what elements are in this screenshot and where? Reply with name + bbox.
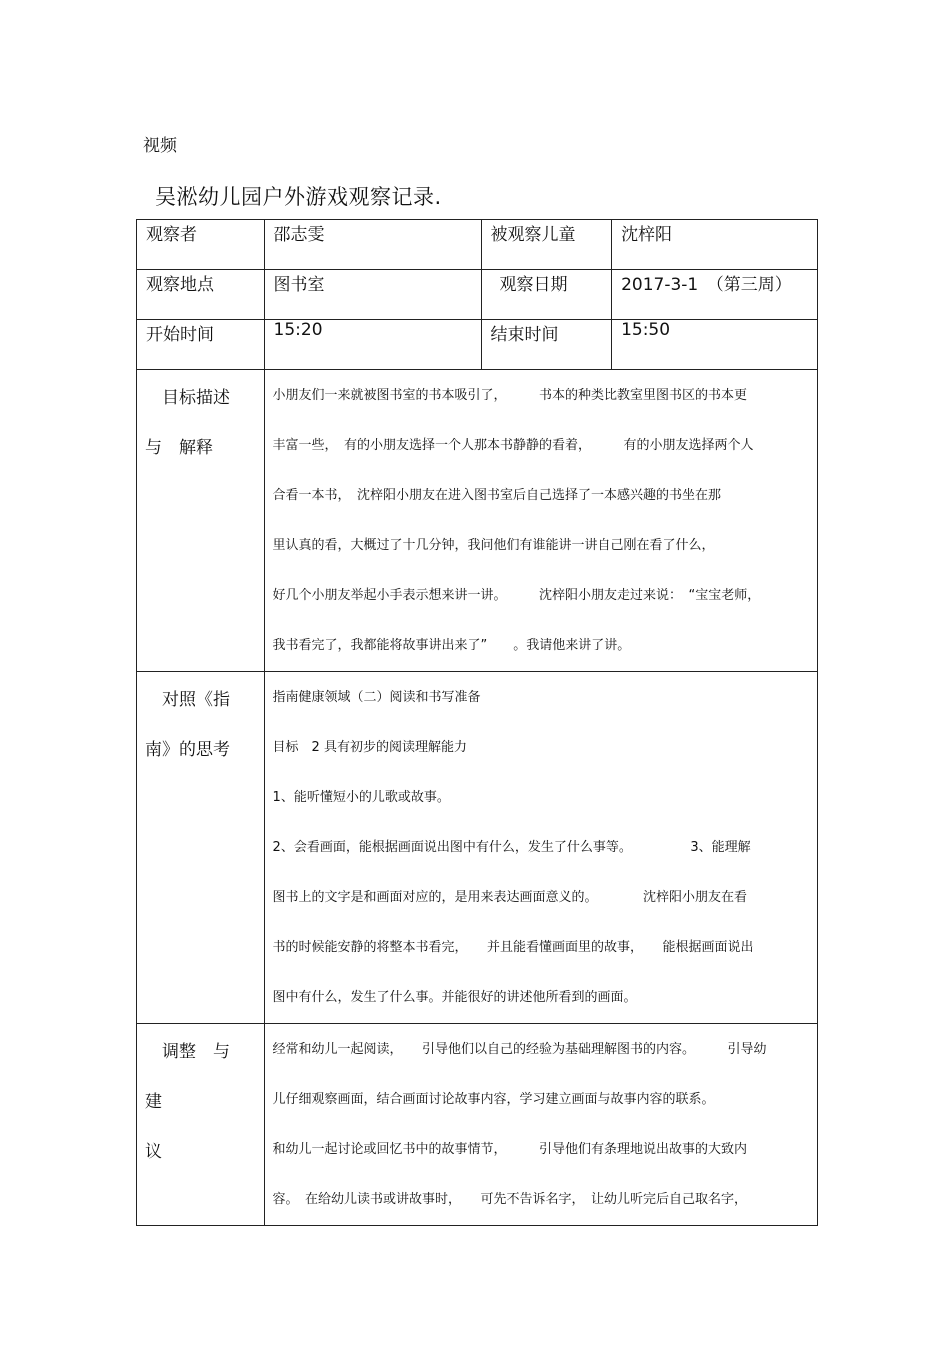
section-goal-description [137, 370, 818, 672]
section-label-line: 议 [145, 1142, 162, 1162]
text-line: 容。 在给幼儿读书或讲故事时， 可先不告诉名字， 让幼儿听完后自己取名字， [272, 1192, 748, 1207]
section-content [264, 672, 817, 1024]
text-line: 合看一本书， 沈梓阳小朋友在进入图书室后自己选择了一本感兴趣的书坐在那 [272, 488, 722, 503]
text-line: 儿仔细观察画面，结合画面讨论故事内容，学习建立画面与故事内容的联系。 [272, 1092, 715, 1107]
end-time-label: 结束时间 [481, 320, 612, 370]
text-line: 2、会看画面，能根据画面说出图中有什么，发生了什么事等。 3、能理解 [272, 840, 751, 855]
text-line: 好几个小朋友举起小手表示想来讲一讲。 沈梓阳小朋友走过来说： “宝宝老师， [272, 588, 761, 603]
section-label [137, 1024, 265, 1226]
end-time-value: 15:50 [612, 320, 818, 370]
doc-tag: 视频 [143, 136, 177, 156]
section-label-line: 南》的思考 [145, 740, 230, 760]
text-line: 经常和幼儿一起阅读， 引导他们以自己的经验为基础理解图书的内容。 引导幼 [272, 1042, 767, 1057]
place-label: 观察地点 [137, 270, 265, 320]
child-label: 被观察儿童 [481, 220, 612, 270]
child-value: 沈梓阳 [612, 220, 818, 270]
section-label [137, 672, 265, 1024]
section-label-line: 与 解释 [145, 438, 213, 458]
section-content [264, 1024, 817, 1226]
observation-table [136, 219, 818, 1226]
document-title: 吴淞幼儿园户外游戏观察记录. [155, 185, 442, 209]
text-line: 图书上的文字是和画面对应的，是用来表达画面意义的。 沈梓阳小朋友在看 [272, 890, 748, 905]
section-label-line: 对照《指 [145, 690, 230, 710]
start-time-value: 15:20 [264, 320, 481, 370]
text-line: 丰富一些， 有的小朋友选择一个人那本书静静的看着， 有的小朋友选择两个人 [272, 438, 754, 453]
text-line: 书的时候能安静的将整本书看完， 并且能看懂画面里的故事， 能根据画面说出 [272, 940, 754, 955]
text-line: 和幼儿一起讨论或回忆书中的故事情节， 引导他们有条理地说出故事的大致内 [272, 1142, 748, 1157]
section-label-line: 调整 与 建 [145, 1042, 247, 1112]
info-row-place [137, 270, 818, 320]
date-value: 2017-3-1 （第三周） [612, 270, 818, 320]
text-line: 目标 2 具有初步的阅读理解能力 [272, 740, 467, 755]
info-row-time [137, 320, 818, 370]
text-line: 1、能听懂短小的儿歌或故事。 [272, 790, 450, 805]
text-line: 里认真的看，大概过了十几分钟，我问他们有谁能讲一讲自己刚在看了什么， [272, 538, 715, 553]
info-row-observer [137, 220, 818, 270]
section-adjustment-suggestion [137, 1024, 818, 1226]
date-label: 观察日期 [481, 270, 612, 320]
place-value: 图书室 [264, 270, 481, 320]
section-label-line: 目标描述 [145, 388, 230, 408]
observer-label: 观察者 [137, 220, 265, 270]
observer-value: 邵志雯 [264, 220, 481, 270]
text-line: 指南健康领域（二）阅读和书写准备 [272, 690, 481, 705]
section-guide-reflection [137, 672, 818, 1024]
text-line: 图中有什么，发生了什么事。并能很好的讲述他所看到的画面。 [272, 990, 637, 1005]
text-line: 小朋友们一来就被图书室的书本吸引了， 书本的种类比教室里图书区的书本更 [272, 388, 748, 403]
section-label [137, 370, 265, 672]
text-line: 我书看完了，我都能将故事讲出来了” 。我请他来讲了讲。 [272, 638, 631, 653]
section-content [264, 370, 817, 672]
start-time-label: 开始时间 [137, 320, 265, 370]
